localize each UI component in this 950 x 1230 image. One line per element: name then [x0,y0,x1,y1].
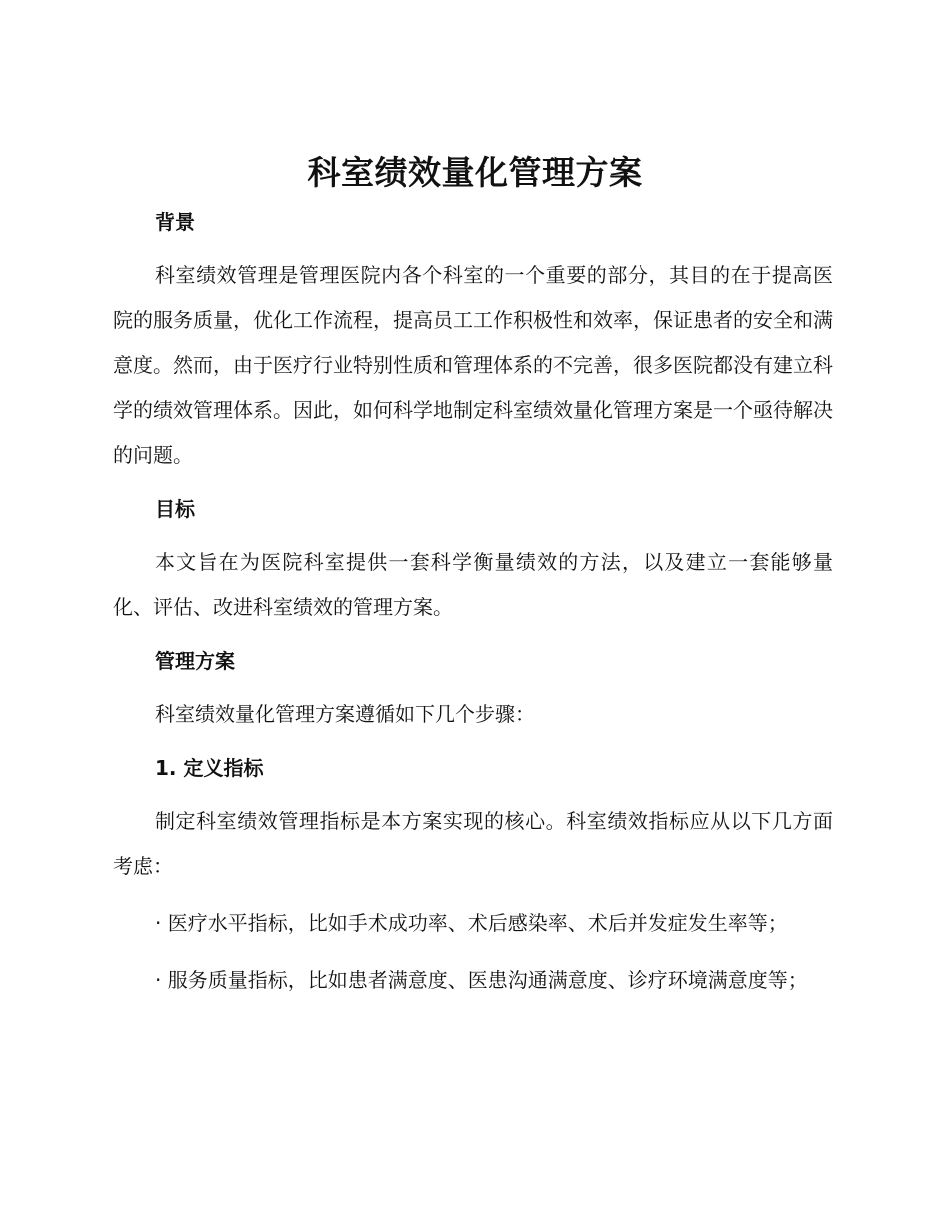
list-item: · 医疗水平指标，比如手术成功率、术后感染率、术后并发症发生率等； [155,911,788,935]
section-heading-plan: 管理方案 [155,649,235,673]
section-heading-goal: 目标 [155,497,195,521]
paragraph-goal: 本文旨在为医院科室提供一套科学衡量绩效的方法，以及建立一套能够量化、评估、改进科室绩效的管理方案。 [113,550,833,619]
document-body [113,205,833,1003]
document-title: 科室绩效量化管理方案 [307,153,643,192]
paragraph-background: 科室绩效管理是管理医院内各个科室的一个重要的部分，其目的在于提高医院的服务质量，优化工作流程，提高员工工作积极性和效率，保证患者的安全和满意度。然而，由于医疗行业特别性质和管理体系的不完善，很多医院都没有建立科学的绩效管理体系。因此，如何科学地制定科室绩效量化管理方案是一个亟待解决的问题。 [113,263,833,467]
section-heading-background: 背景 [155,210,195,234]
list-item: · 服务质量指标，比如患者满意度、医患沟通满意度、诊疗环境满意度等； [155,968,808,992]
section-heading-step1: 1. 定义指标 [155,756,264,780]
paragraph-plan-intro: 科室绩效量化管理方案遵循如下几个步骤： [155,702,535,726]
paragraph-step1: 制定科室绩效管理指标是本方案实现的核心。科室绩效指标应从以下几方面考虑： [113,809,833,878]
